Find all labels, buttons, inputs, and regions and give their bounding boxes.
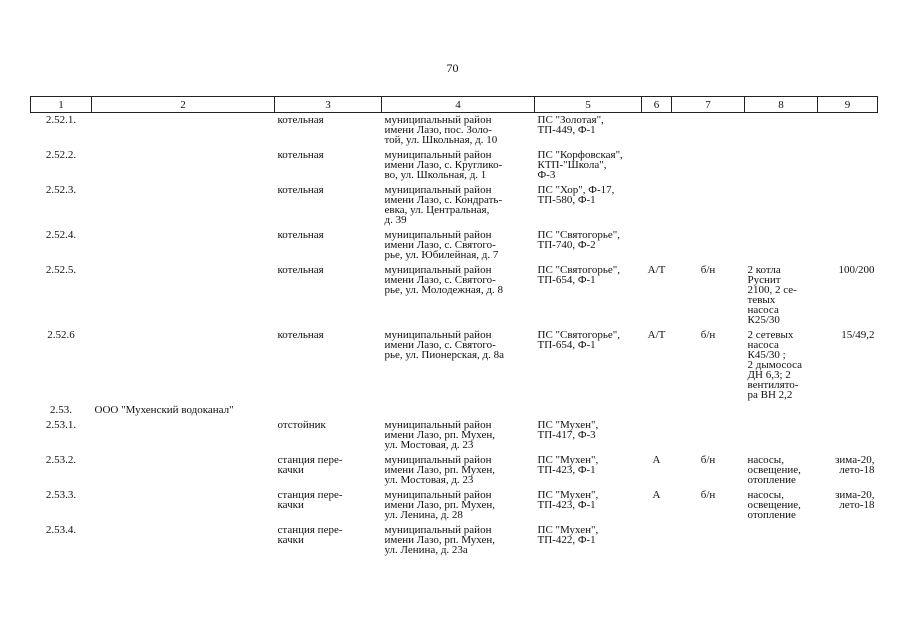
substation-cell: ПС "Мухен", ТП-423, Ф-1 (537, 454, 599, 476)
organization-cell (92, 263, 275, 328)
data-table (30, 96, 878, 558)
category-cell (642, 183, 672, 228)
address-cell: муниципальный район имени Лазо, с. Святого- рье, ул. Молодежная, д. 8 (384, 264, 503, 296)
table-row (31, 523, 878, 558)
equipment-cell: насосы, освещение, отопление (747, 489, 801, 521)
column-header: 3 (275, 97, 382, 113)
object-type-cell: котельная (277, 149, 324, 161)
category-cell (642, 228, 672, 263)
load-cell (818, 403, 878, 418)
equipment-cell: 2 сетевых насоса К45/30 ; 2 дымососа ДН 6,3; 2 вентилято- ра ВН 2,2 (747, 329, 803, 401)
substation-cell (535, 403, 642, 418)
column-header: 5 (535, 97, 642, 113)
equipment-cell (745, 418, 818, 453)
column-7-cell (672, 403, 745, 418)
substation-cell: ПС "Золотая", ТП-449, Ф-1 (537, 114, 604, 136)
object-type-cell: станция пере- качки (277, 454, 343, 476)
organization-cell (92, 488, 275, 523)
column-header: 9 (818, 97, 878, 113)
row-number: 2.52.2. (45, 149, 77, 161)
row-number: 2.53.4. (45, 524, 77, 536)
object-type-cell: котельная (277, 329, 324, 341)
column-7-cell (672, 183, 745, 228)
equipment-cell: 2 котла Руснит 2100, 2 се- тевых насоса К25/30 (747, 264, 797, 326)
row-number: 2.53.3. (45, 489, 77, 501)
equipment-cell (745, 523, 818, 558)
column-7-cell: б/н (700, 329, 716, 341)
object-type-cell: котельная (277, 114, 324, 126)
equipment-cell (745, 148, 818, 183)
column-7-cell: б/н (700, 454, 716, 466)
column-header: 1 (31, 97, 92, 113)
load-cell: 15/49,2 (841, 329, 875, 341)
organization-cell (92, 523, 275, 558)
row-number: 2.52.4. (45, 229, 77, 241)
table-row (31, 148, 878, 183)
equipment-cell (745, 183, 818, 228)
column-7-cell (672, 523, 745, 558)
column-header: 7 (672, 97, 745, 113)
category-cell: А (652, 454, 661, 466)
column-7-cell (672, 148, 745, 183)
organization-cell (92, 113, 275, 149)
column-header: 8 (745, 97, 818, 113)
address-cell: муниципальный район имени Лазо, рп. Мухен, ул. Мостовая, д. 23 (384, 454, 496, 486)
address-cell (382, 403, 535, 418)
header-row (31, 97, 878, 113)
category-cell: А/Т (647, 264, 666, 276)
address-cell: муниципальный район имени Лазо, рп. Мухен, ул. Ленина, д. 23а (384, 524, 496, 556)
category-cell (642, 403, 672, 418)
row-number: 2.52.6 (47, 329, 75, 341)
table-row (31, 183, 878, 228)
substation-cell: ПС "Святогорье", ТП-654, Ф-1 (537, 264, 621, 286)
object-type-cell: станция пере- качки (277, 524, 343, 546)
organization-cell (92, 418, 275, 453)
load-cell (818, 523, 878, 558)
substation-cell: ПС "Хор", Ф-17, ТП-580, Ф-1 (537, 184, 615, 206)
load-cell (818, 148, 878, 183)
column-7-cell (672, 418, 745, 453)
row-number: 2.53.2. (45, 454, 77, 466)
organization-cell (92, 453, 275, 488)
equipment-cell (745, 403, 818, 418)
organization-cell (92, 148, 275, 183)
substation-cell: ПС "Святогорье", ТП-740, Ф-2 (537, 229, 621, 251)
load-cell (818, 228, 878, 263)
organization-cell (92, 183, 275, 228)
equipment-cell: насосы, освещение, отопление (747, 454, 801, 486)
category-cell (642, 523, 672, 558)
address-cell: муниципальный район имени Лазо, с. Святого- рье, ул. Юбилейная, д. 7 (384, 229, 499, 261)
column-header: 2 (92, 97, 275, 113)
substation-cell: ПС "Корфовская", КТП-"Школа", Ф-3 (537, 149, 623, 181)
address-cell: муниципальный район имени Лазо, с. Круглико- во, ул. Школьная, д. 1 (384, 149, 503, 181)
column-7-cell: б/н (700, 264, 716, 276)
load-cell (818, 113, 878, 149)
category-cell (642, 418, 672, 453)
column-7-cell (672, 113, 745, 149)
substation-cell: ПС "Мухен", ТП-423, Ф-1 (537, 489, 599, 511)
organization-cell (92, 228, 275, 263)
table-row (31, 113, 878, 149)
row-number: 2.53.1. (45, 419, 77, 431)
column-header: 4 (382, 97, 535, 113)
substation-cell: ПС "Мухен", ТП-422, Ф-1 (537, 524, 599, 546)
object-type-cell: станция пере- качки (277, 489, 343, 511)
category-cell (642, 148, 672, 183)
object-type-cell: отстойник (277, 419, 326, 431)
table-row (31, 328, 878, 403)
row-number: 2.52.3. (45, 184, 77, 196)
organization-cell (92, 328, 275, 403)
column-7-cell (672, 228, 745, 263)
table-row (31, 488, 878, 523)
page-number: 70 (446, 61, 459, 75)
object-type-cell: котельная (277, 229, 324, 241)
load-cell (818, 183, 878, 228)
substation-cell: ПС "Мухен", ТП-417, Ф-3 (537, 419, 599, 441)
address-cell: муниципальный район имени Лазо, с. Кондрать- евка, ул. Центральная, д. 39 (384, 184, 503, 226)
row-number: 2.52.1. (45, 114, 77, 126)
object-type-cell: котельная (277, 184, 324, 196)
category-cell: А/Т (647, 329, 666, 341)
load-cell (818, 418, 878, 453)
load-cell: зима-20, лето-18 (835, 489, 875, 511)
load-cell: 100/200 (838, 264, 875, 276)
category-cell: А (652, 489, 661, 501)
row-number: 2.53. (50, 404, 72, 416)
equipment-cell (745, 228, 818, 263)
table-row (31, 263, 878, 328)
load-cell: зима-20, лето-18 (835, 454, 875, 476)
address-cell: муниципальный район имени Лазо, рп. Мухен, ул. Мостовая, д. 23 (384, 419, 496, 451)
column-header: 6 (642, 97, 672, 113)
address-cell: муниципальный район имени Лазо, пос. Золо- той, ул. Школьная, д. 10 (384, 114, 498, 146)
table-row (31, 228, 878, 263)
object-type-cell: котельная (277, 264, 324, 276)
table-row (31, 418, 878, 453)
substation-cell: ПС "Святогорье", ТП-654, Ф-1 (537, 329, 621, 351)
column-7-cell: б/н (700, 489, 716, 501)
organization-cell: ООО "Мухенский водоканал" (94, 404, 234, 416)
object-type-cell (275, 403, 382, 418)
table-row (31, 403, 878, 418)
address-cell: муниципальный район имени Лазо, с. Святого- рье, ул. Пионерская, д. 8а (384, 329, 504, 361)
equipment-cell (745, 113, 818, 149)
row-number: 2.52.5. (45, 264, 77, 276)
category-cell (642, 113, 672, 149)
address-cell: муниципальный район имени Лазо, рп. Мухен, ул. Ленина, д. 28 (384, 489, 496, 521)
table-row (31, 453, 878, 488)
